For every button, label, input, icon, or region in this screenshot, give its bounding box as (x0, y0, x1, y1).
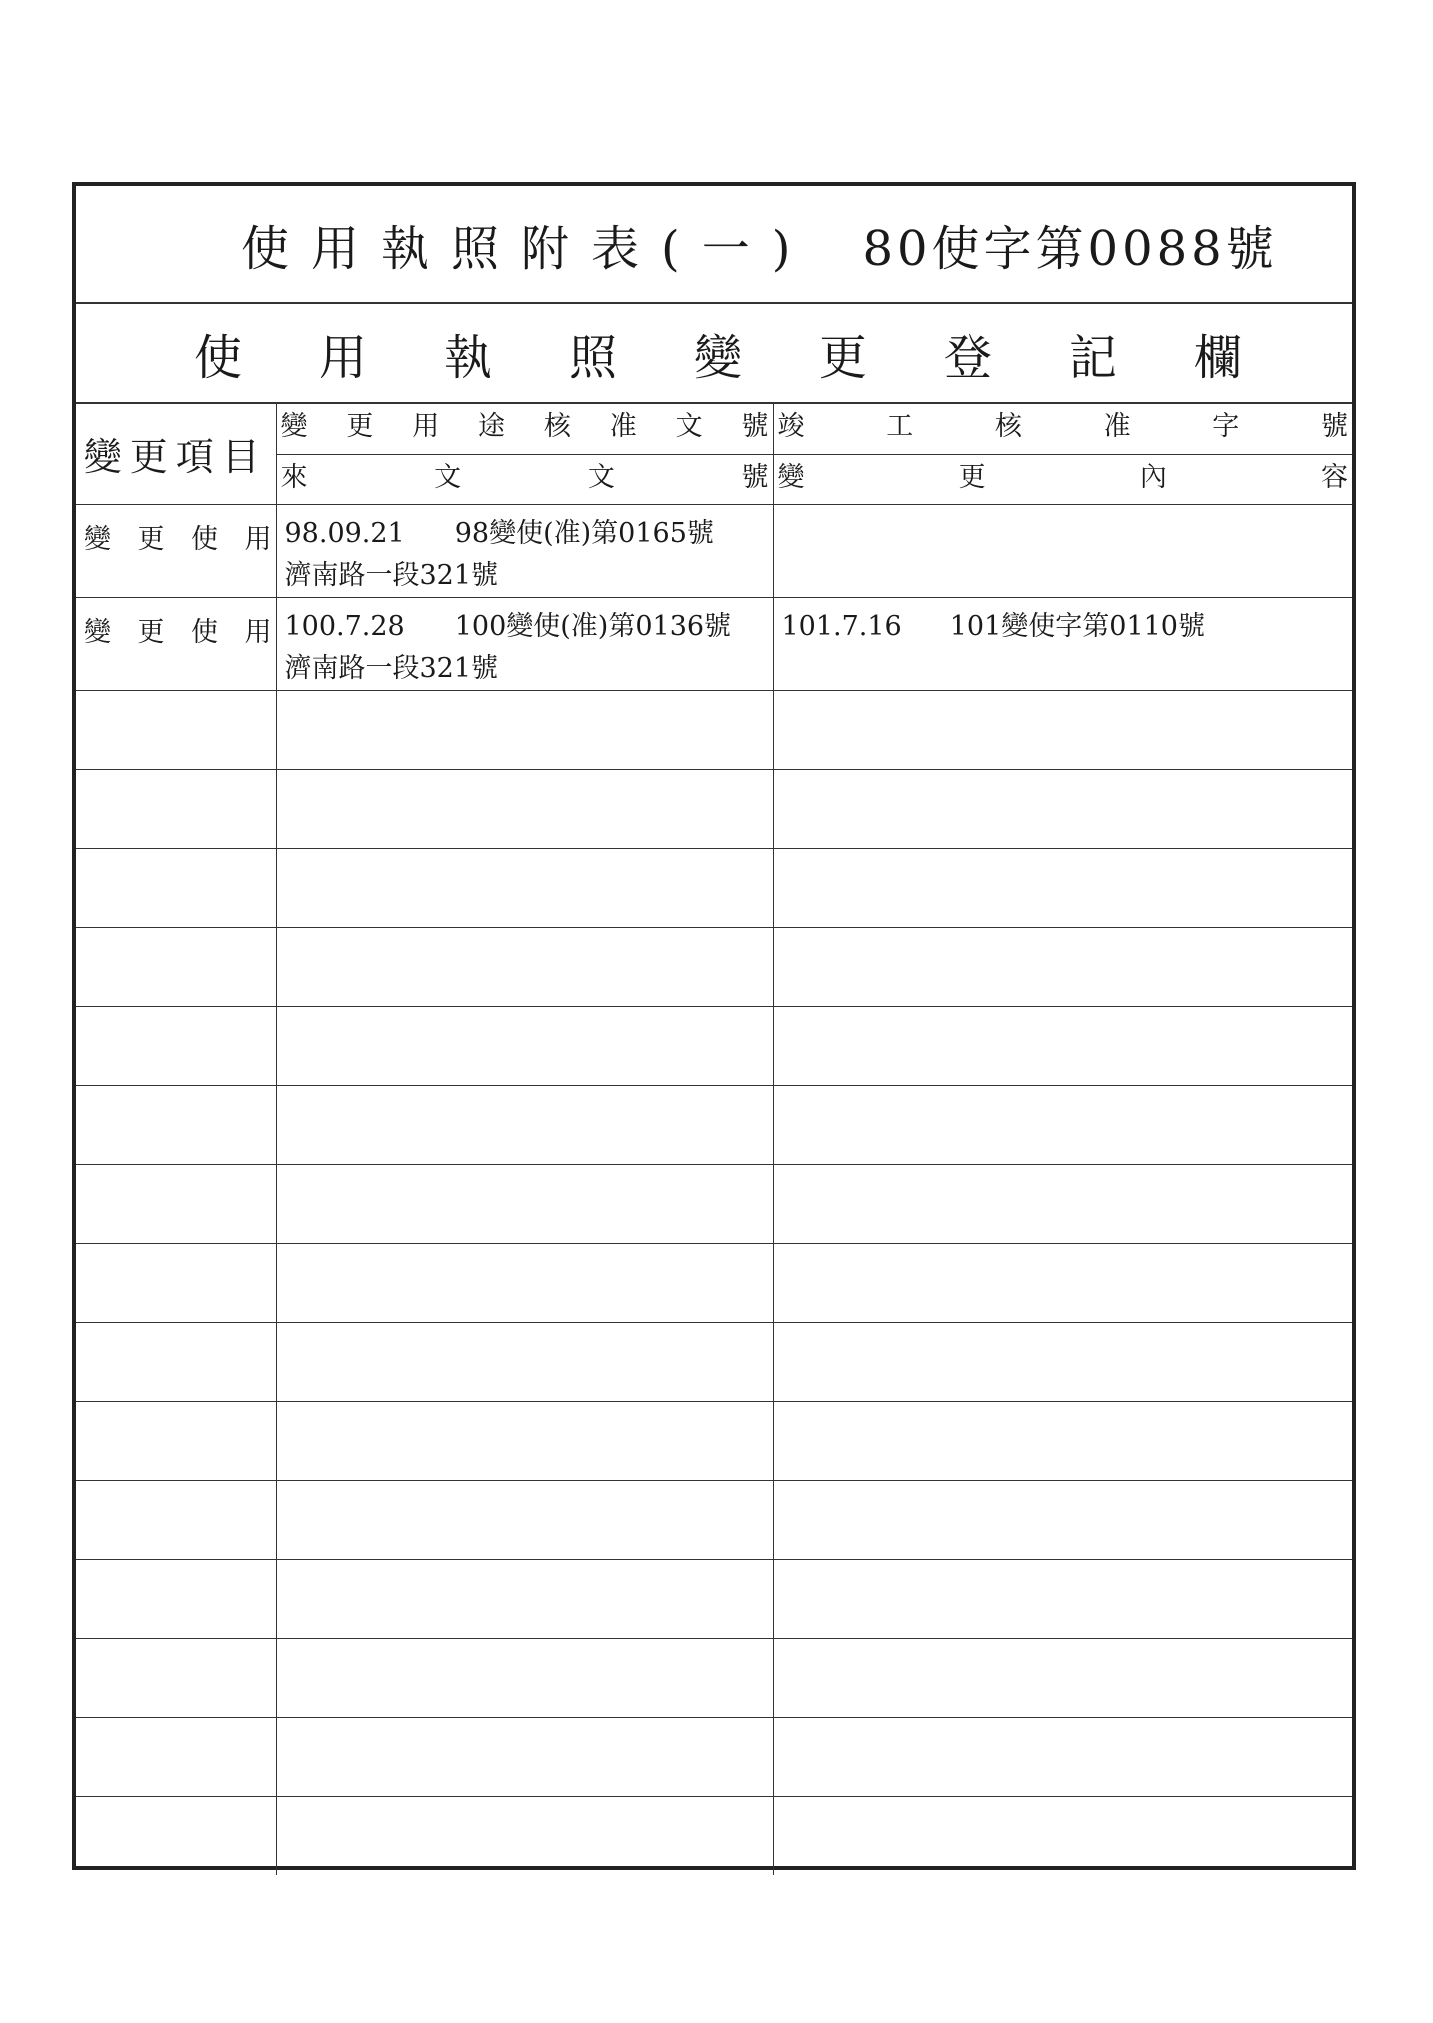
completion-number: 101變使字第0110號 (949, 610, 1205, 642)
empty-cell (773, 848, 1352, 927)
empty-cell (76, 1559, 276, 1638)
empty-cell (76, 1638, 276, 1717)
empty-row (76, 1243, 1352, 1322)
subtitle-char: 用 (318, 329, 367, 386)
header-incoming-doc-no: 來 文 文 號 (276, 454, 773, 504)
subtitle-char: 變 (693, 329, 742, 386)
title-row (76, 186, 1352, 304)
empty-row (76, 690, 1352, 769)
empty-row (76, 769, 1352, 848)
empty-cell (276, 1006, 773, 1085)
empty-cell (276, 690, 773, 769)
approval-date: 98.09.21 (284, 517, 405, 549)
empty-cell (773, 1322, 1352, 1401)
row-approval-cell (276, 504, 773, 597)
empty-row (76, 1085, 1352, 1164)
empty-row (76, 1480, 1352, 1559)
empty-row (76, 1638, 1352, 1717)
empty-cell (773, 1638, 1352, 1717)
empty-cell (773, 1401, 1352, 1480)
empty-cell (773, 690, 1352, 769)
empty-cell (276, 1796, 773, 1875)
empty-cell (76, 1717, 276, 1796)
empty-cell (76, 1006, 276, 1085)
row-completion-cell (773, 597, 1352, 690)
empty-cell (773, 1085, 1352, 1164)
empty-cell (773, 1164, 1352, 1243)
empty-cell (773, 1243, 1352, 1322)
empty-cell (76, 1401, 276, 1480)
empty-row (76, 1164, 1352, 1243)
empty-cell (276, 1717, 773, 1796)
empty-cell (76, 1164, 276, 1243)
row-item-cell: 變 更 使 用 (76, 597, 276, 690)
empty-cell (773, 1796, 1352, 1875)
subtitle-char: 欄 (1193, 329, 1242, 386)
empty-cell (76, 848, 276, 927)
change-registry-table (76, 404, 1352, 1875)
empty-row (76, 848, 1352, 927)
empty-cell (276, 1559, 773, 1638)
subtitle-row (76, 304, 1352, 404)
empty-cell (76, 1796, 276, 1875)
empty-cell (773, 1006, 1352, 1085)
empty-cell (773, 1559, 1352, 1638)
empty-cell (276, 848, 773, 927)
empty-cell (76, 1243, 276, 1322)
empty-cell (76, 1480, 276, 1559)
empty-row (76, 1401, 1352, 1480)
empty-cell (276, 1164, 773, 1243)
empty-row (76, 1717, 1352, 1796)
empty-cell (76, 1085, 276, 1164)
empty-cell (773, 769, 1352, 848)
empty-cell (76, 1322, 276, 1401)
row-approval-cell (276, 597, 773, 690)
form-title: 使用執照附表(一) (241, 220, 813, 277)
empty-cell (276, 1638, 773, 1717)
address: 濟南路一段321號 (284, 559, 499, 591)
approval-date: 100.7.28 (284, 610, 405, 642)
header-approval-doc-no: 變 更 用 途 核 准 文 號 (276, 404, 773, 454)
table-row (76, 597, 1352, 690)
approval-number: 100變使(准)第0136號 (454, 610, 732, 642)
empty-cell (773, 1717, 1352, 1796)
usage-permit-form (72, 182, 1356, 1870)
empty-row (76, 1322, 1352, 1401)
row-completion-cell (773, 504, 1352, 597)
empty-row (76, 1006, 1352, 1085)
subtitle-char: 執 (443, 329, 492, 386)
empty-cell (276, 1243, 773, 1322)
empty-cell (276, 1085, 773, 1164)
empty-cell (76, 690, 276, 769)
empty-cell (276, 1322, 773, 1401)
subtitle-char: 使 (194, 329, 243, 386)
empty-cell (76, 927, 276, 1006)
empty-cell (76, 769, 276, 848)
completion-date: 101.7.16 (781, 610, 902, 642)
subtitle-char: 登 (943, 329, 992, 386)
table-row (76, 504, 1352, 597)
subtitle-char: 照 (568, 329, 617, 386)
empty-row (76, 1796, 1352, 1875)
permit-number: 80使字第0088號 (862, 220, 1278, 277)
empty-cell (276, 1480, 773, 1559)
row-item-cell: 變 更 使 用 (76, 504, 276, 597)
empty-cell (773, 927, 1352, 1006)
subtitle-char: 更 (818, 329, 867, 386)
empty-row (76, 927, 1352, 1006)
header-change-item: 變更項目 (76, 404, 276, 504)
header-row (76, 404, 1352, 454)
approval-number: 98變使(准)第0165號 (454, 517, 714, 549)
address: 濟南路一段321號 (284, 652, 499, 684)
header-completion-no: 竣 工 核 准 字 號 (773, 404, 1352, 454)
subtitle-char: 記 (1068, 329, 1117, 386)
empty-cell (276, 1401, 773, 1480)
empty-cell (276, 927, 773, 1006)
header-change-content: 變 更 內 容 (773, 454, 1352, 504)
empty-cell (773, 1480, 1352, 1559)
empty-cell (276, 769, 773, 848)
empty-row (76, 1559, 1352, 1638)
